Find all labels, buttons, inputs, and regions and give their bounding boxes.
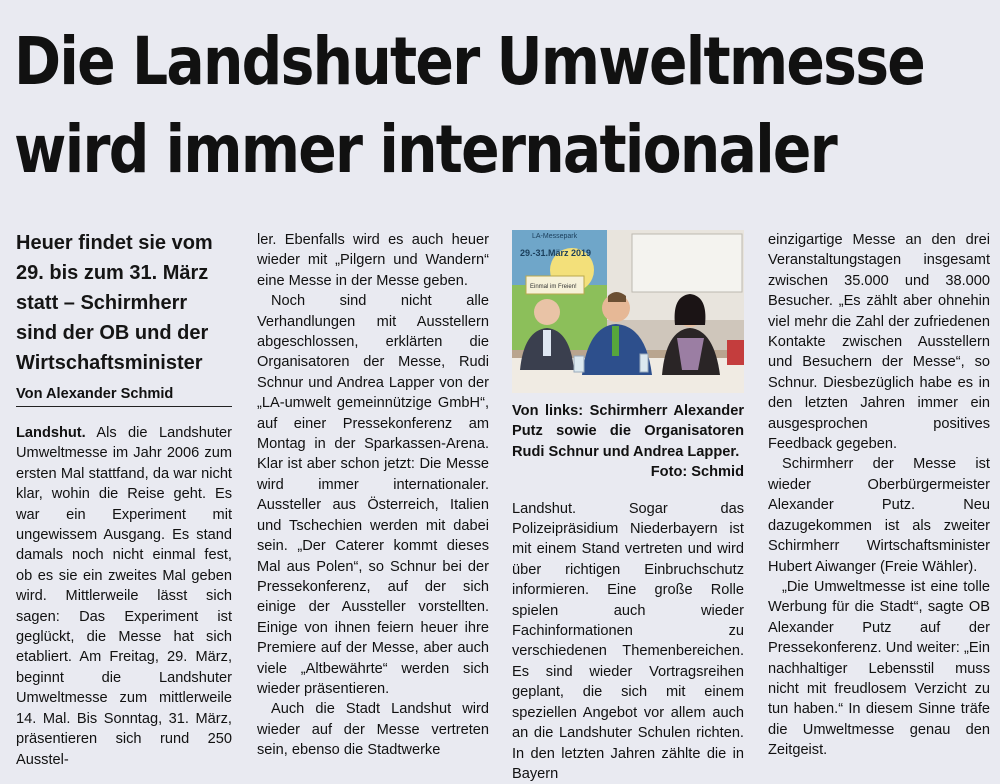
photo-caption — [512, 401, 744, 483]
headline — [14, 18, 925, 194]
caption-text: Von links: Schirmherr Alexander Putz sowie die Organisatoren Rudi Schnur und Andrea Lapper. — [512, 403, 744, 460]
dateline: Landshut. — [16, 425, 86, 441]
photo-poster-label: Einmal im Freien! — [530, 284, 577, 290]
column-1-text: Als die Landshuter Umweltmesse im Jahr 2006 zum ersten Mal stattfand, da war nicht klar, wohin die Reise geht. Es war ein Experiment mit ungewissem Ausgang. Es stand damals noch nicht einmal fest, ob es sie ein zweites Mal geben wird. Mittlerweile lässt sich sagen: Das Experiment ist geglückt, die Messe hat sich etabliert. Am Freitag, 29. März, beginnt die Landshuter Umweltmesse zum mittlerweile 14. Mal. Bis Sonntag, 31. März, präsentieren sich rund 250 Ausstel- — [16, 425, 232, 768]
photo-banner-date: 29.-31.März 2019 — [520, 248, 592, 258]
column-2-paragraph-3: Auch die Stadt Landshut wird wieder auf der Messe vertreten sein, ebenso die Stadtwerke — [257, 701, 489, 759]
headline-line-2: wird immer internationaler — [14, 111, 836, 188]
column-3 — [512, 230, 744, 784]
column-4-paragraph-2: Schirmherr der Messe ist wieder Oberbürgermeister Alexander Putz. Neu dazugekommen ist als zweiter Schirmherr Wirtschaftsminister Hubert Aiwanger (Freie Wähler). — [768, 456, 990, 575]
column-4 — [768, 230, 990, 761]
headline-line-1: Die Landshuter Umweltmesse — [14, 23, 925, 100]
press-conference-photo — [512, 230, 744, 393]
subheadline: Heuer findet sie vom 29. bis zum 31. März statt – Schirmherr sind der OB und der Wirtschaftsminister — [16, 232, 213, 374]
column-1-paragraph — [16, 423, 232, 770]
photo-banner-top: LA-Messepark — [532, 233, 578, 240]
column-2-paragraph-1: ler. Ebenfalls wird es auch heuer wieder mit „Pilgern und Wandern“ eine Messe in der Messe geben. — [257, 232, 489, 289]
column-4-paragraph-3: „Die Umweltmesse ist eine tolle Werbung für die Stadt“, sagte OB Alexander Putz auf der Pressekonferenz. Und weiter: „Ein nachhaltiger Lebensstil muss nicht mit freudlosem Verzicht zu tun haben.“ In diesem Sinne träfe die Umweltmesse genau den Zeitgeist. — [768, 578, 990, 759]
column-1 — [16, 228, 232, 770]
photo-illustration — [512, 230, 744, 393]
photo-credit: Foto: Schmid — [650, 464, 744, 481]
column-3-paragraph: Landshut. Sogar das Polizeipräsidium Niederbayern ist mit einem Stand vertreten und wird über richtigen Einbruchschutz informieren. Eine große Rolle spielen auch wieder Fachinformationen zu verschiedenen Themenbereichen. Es sind wieder Vortragsreihen geplant, die sich mit einem speziellen Angebot vor allem auch an die Landshuter Schulen richten. In den letzten Jahren zählte die in Bayern — [512, 500, 744, 782]
column-4-paragraph-1: einzigartige Messe an den drei Veranstaltungstagen insgesamt zwischen 35.000 und 38.000 Besucher. „Es zählt aber ohnehin viel mehr die Zahl der zufriedenen Kontakte zwischen Ausstellern und Besuchern der Messe“, so Schnur. Diesbezüglich habe es in den letzten Jahren immer ein ausgesprochen positives Feedback gegeben. — [768, 232, 990, 453]
byline: Von Alexander Schmid — [16, 384, 232, 407]
column-2 — [257, 230, 489, 761]
column-2-paragraph-2: Noch sind nicht alle Verhandlungen mit Ausstellern abgeschlossen, erklärten die Organisatoren der Messe, Rudi Schnur und Andrea Lapper von der „LA-umwelt gemeinnützige GmbH“, auf einer Pressekonferenz am Montag in der Sparkassen-Arena. Klar ist aber schon jetzt: Die Messe wird immer internationaler. Aussteller aus Österreich, Italien und Tschechien werden mit dabei sein. „Der Caterer kommt dieses Mal aus Polen“, so Schnur bei der Pressekonferenz, auf der sich einige der Aussteller vorstellten. Einige von ihnen feiern heuer ihre Premiere auf der Messe, aber auch viele „Altbewährte“ werden sich wieder präsentieren. — [257, 293, 489, 697]
